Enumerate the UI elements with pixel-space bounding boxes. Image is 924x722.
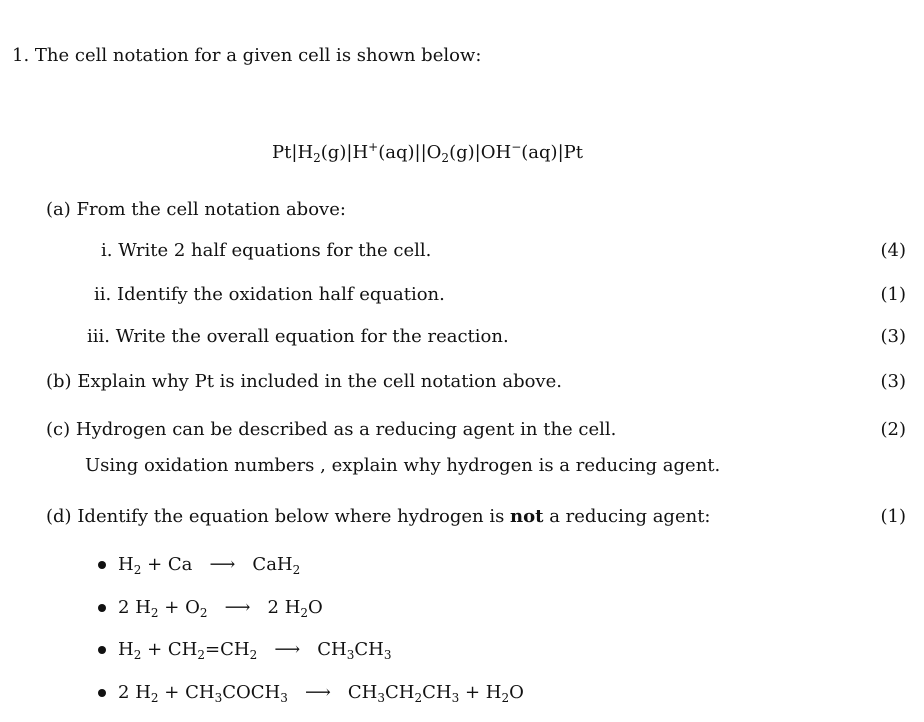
bullet: [98, 604, 106, 612]
bullet: [98, 561, 106, 569]
part-a-label: (a): [46, 199, 71, 220]
arrow-icon: ⟶: [274, 639, 301, 660]
part-d: (d) Identify the equation below where hydrogen is not a reducing agent:: [46, 506, 711, 527]
arrow-icon: ⟶: [209, 554, 236, 575]
part-c-text2: Using oxidation numbers , explain why hydrogen is a reducing agent.: [85, 455, 721, 476]
question-number: 1.: [12, 45, 30, 66]
part-b-label: (b): [46, 371, 72, 392]
part-a-item-3: iii. Write the overall equation for the reaction.: [87, 326, 509, 347]
equation-4: 2 $H_2$ + $CH_3COCH_3$ ⟶ $CH_3CH_2CH_3 + H_2O$: [118, 682, 524, 705]
part-d-label: (d): [46, 506, 72, 527]
question-intro: [12, 44, 481, 68]
bullet: [98, 689, 106, 697]
equation-3: $H_2 + CH_2=CH_2$ ⟶ $CH_3CH_3$: [118, 639, 392, 662]
part-d-emphasis: not: [510, 506, 544, 527]
part-d-marks: (1): [880, 506, 906, 527]
bullet: [98, 646, 106, 654]
part-a-item-1-marks: (4): [880, 240, 906, 261]
part-c-text: Hydrogen can be described as a reducing agent in the cell.: [75, 419, 617, 440]
part-c-marks: (2): [880, 419, 906, 440]
part-a-item-1: i. Write 2 half equations for the cell.: [101, 240, 432, 261]
equation-1: $H_2 + Ca$ ⟶ CaH$_2$: [118, 554, 301, 577]
electrode-left: Pt: [272, 142, 292, 163]
equation-2: 2 $H_2 + O_2$ ⟶ 2 $H_2O$: [118, 597, 323, 620]
part-c-label: (c): [46, 419, 71, 440]
part-b-marks: (3): [880, 371, 906, 392]
arrow-icon: ⟶: [304, 682, 331, 703]
part-b-text: Explain why Pt is included in the cell notation above.: [77, 371, 562, 392]
question-intro-text: The cell notation for a given cell is shown below:: [34, 45, 482, 66]
part-a: [46, 198, 346, 222]
part-a-item-3-marks: (3): [880, 326, 906, 347]
arrow-icon: ⟶: [224, 597, 251, 618]
part-c: [46, 418, 616, 442]
part-a-item-2-marks: (1): [880, 284, 906, 305]
part-b: [46, 370, 562, 394]
electrode-right: Pt: [563, 142, 583, 163]
part-a-item-2: ii. Identify the oxidation half equation.: [94, 284, 445, 305]
part-a-text: From the cell notation above:: [76, 199, 346, 220]
cell-notation: $Pt|H_2(g)|H^+(aq)||O_2(g)|OH^-(aq)|Pt$: [272, 140, 583, 165]
